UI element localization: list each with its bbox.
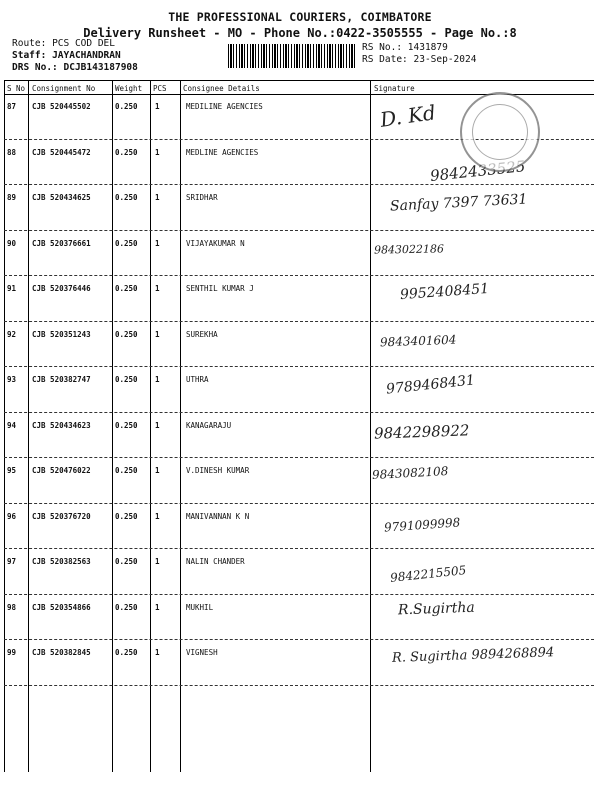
table-row [4,367,594,413]
handwritten-signature: 9789468431 [385,372,476,398]
cell-pcs: 1 [155,238,160,248]
drs-line [12,62,138,73]
staff-label: Staff: [12,50,47,61]
cell-consignment: CJB 520376720 [32,511,91,521]
col-header-sno: S No [7,84,26,93]
handwritten-signature: 9843082108 [371,464,449,482]
handwritten-signature: 9791099998 [383,514,461,535]
cell-consignee: VIGNESH [186,648,218,657]
handwritten-signature: R.Sugirtha [397,599,475,618]
cell-pcs: 1 [155,466,160,475]
handwritten-signature: 9842215505 [389,563,467,585]
cell-sno: 94 [7,420,17,430]
route-label: Route: [12,38,47,49]
cell-pcs: 1 [155,375,160,384]
cell-consignee: MEDLINE AGENCIES [186,147,259,157]
cell-sno: 92 [7,329,17,339]
cell-weight: 0.250 [115,329,138,339]
cell-consignee: MUKHIL [186,602,214,612]
col-header-signature: Signature [374,84,415,93]
cell-consignment: CJB 520434625 [32,193,91,202]
drs-label: DRS No.: [12,62,58,73]
rs-date-value: 23-Sep-2024 [413,54,477,65]
rs-no-line [362,42,448,53]
cell-weight: 0.250 [115,193,138,202]
runsheet-subtitle: Delivery Runsheet - MO - Phone No.:0422-3505555 - Page No.:8 [83,26,517,40]
row-divider [4,685,594,686]
cell-sno: 90 [7,238,17,248]
col-header-weight: Weight [115,84,143,93]
cell-sno: 93 [7,375,17,384]
cell-pcs: 1 [155,648,160,657]
table-row [4,276,594,322]
cell-pcs: 1 [155,102,160,111]
cell-sno: 98 [7,602,17,612]
cell-sno: 88 [7,147,17,157]
rs-no-label: RS No.: [362,42,403,53]
cell-consignment: CJB 520445472 [32,147,91,157]
cell-consignee: V.DINESH KUMAR [186,466,250,475]
cell-consignment: CJB 520382747 [32,375,91,384]
cell-consignee: SENTHIL KUMAR J [186,284,254,293]
cell-weight: 0.250 [115,375,138,384]
cell-consignee: MANIVANNAN K N [186,511,250,521]
cell-sno: 99 [7,648,17,657]
rs-no-value: 1431879 [407,42,448,53]
table-row [4,595,594,641]
cell-sno: 91 [7,284,17,293]
table-row [4,322,594,368]
handwritten-signature: 9842433525 [429,156,527,185]
table-row [4,458,594,504]
cell-weight: 0.250 [115,102,138,111]
table-row [4,549,594,595]
drs-value: DCJB143187908 [63,62,138,73]
cell-consignee: UTHRA [186,375,209,384]
cell-weight: 0.250 [115,420,138,430]
cell-consignment: CJB 520382563 [32,557,91,566]
cell-consignee: NALIN CHANDER [186,557,245,566]
cell-sno: 89 [7,193,17,202]
cell-sno: 97 [7,557,17,566]
handwritten-signature: Sanfay 7397 73631 [389,191,528,215]
handwritten-signature: 9843401604 [379,332,457,349]
col-header-consignment: Consignment No [32,84,96,93]
cell-sno: 95 [7,466,17,475]
cell-weight: 0.250 [115,602,138,612]
cell-pcs: 1 [155,602,160,612]
staff-value: JAYACHANDRAN [52,50,121,61]
cell-weight: 0.250 [115,466,138,475]
table-row [4,231,594,277]
barcode-image [228,44,356,68]
cell-consignment: CJB 520476022 [32,466,91,475]
cell-consignment: CJB 520376446 [32,284,91,293]
table-row [4,640,594,686]
table-row [4,185,594,231]
cell-consignment: CJB 520354866 [32,602,91,612]
cell-pcs: 1 [155,557,160,566]
cell-consignee: SUREKHA [186,329,218,339]
cell-weight: 0.250 [115,284,138,293]
rs-date-label: RS Date: [362,54,408,65]
cell-pcs: 1 [155,147,160,157]
cell-pcs: 1 [155,284,160,293]
staff-line [12,50,121,61]
cell-consignment: CJB 520376661 [32,238,91,248]
cell-consignment: CJB 520445502 [32,102,91,111]
col-header-consignee: Consignee Details [183,84,260,93]
cell-sno: 87 [7,102,17,111]
cell-pcs: 1 [155,420,160,430]
cell-pcs: 1 [155,511,160,521]
handwritten-signature: R. Sugirtha 9894268894 [391,645,555,666]
company-title: THE PROFESSIONAL COURIERS, COIMBATORE [168,10,432,24]
handwritten-signature: 9952408451 [399,280,490,304]
cell-consignment: CJB 520434623 [32,420,91,430]
cell-consignee: VIJAYAKUMAR N [186,238,245,248]
rs-date-line [362,54,476,65]
cell-weight: 0.250 [115,511,138,521]
handwritten-signature: D. Kd [378,100,438,132]
table-row [4,413,594,459]
company-seal-stamp [460,92,540,172]
cell-weight: 0.250 [115,238,138,248]
cell-consignee: SRIDHAR [186,193,218,202]
route-value: PCS COD DEL [52,38,115,49]
handwritten-signature: 9842298922 [373,420,470,443]
cell-consignee: MEDILINE AGENCIES [186,102,263,111]
cell-weight: 0.250 [115,648,138,657]
cell-sno: 96 [7,511,17,521]
cell-weight: 0.250 [115,557,138,566]
table-row [4,504,594,550]
cell-pcs: 1 [155,193,160,202]
route-line [12,38,115,49]
cell-weight: 0.250 [115,147,138,157]
cell-pcs: 1 [155,329,160,339]
cell-consignee: KANAGARAJU [186,420,232,430]
handwritten-signature: 9843022186 [373,241,445,257]
cell-consignment: CJB 520351243 [32,329,91,339]
runsheet-table [4,80,594,772]
col-header-pcs: PCS [153,84,167,93]
cell-consignment: CJB 520382845 [32,648,91,657]
